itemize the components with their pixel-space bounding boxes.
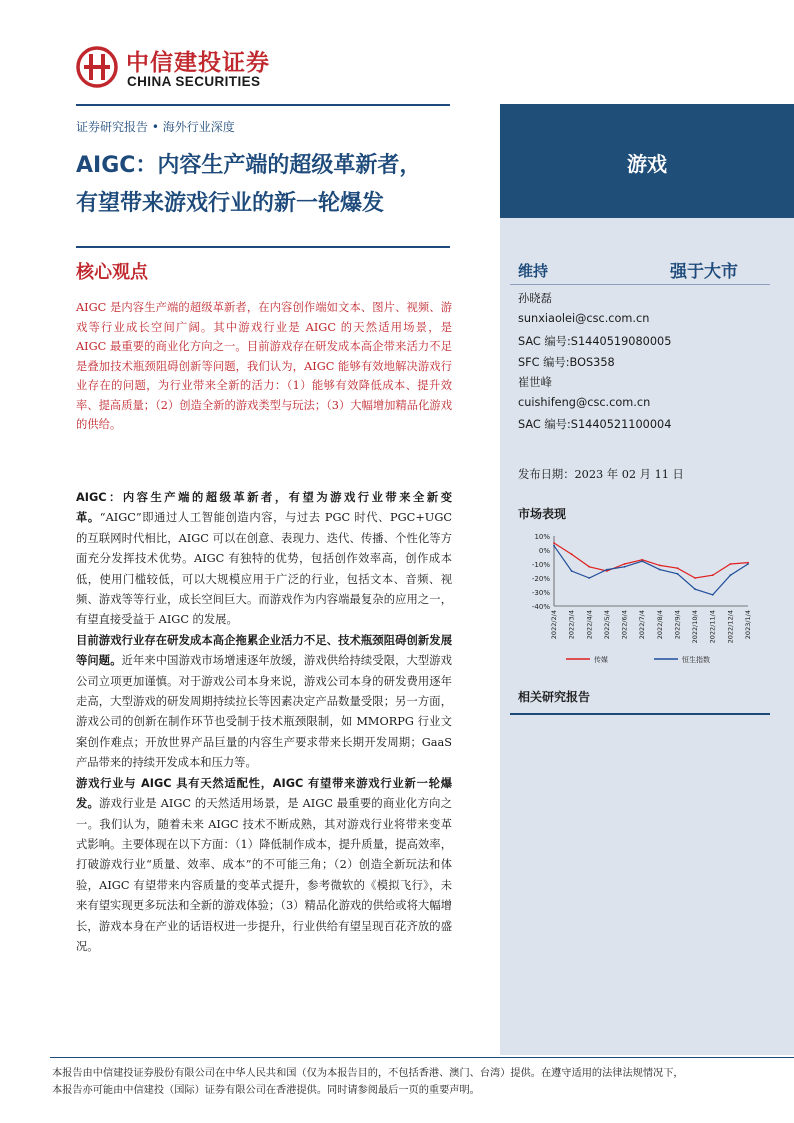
analyst-sac-2: SAC 编号:S1440521100004 — [518, 418, 672, 431]
core-view-heading: 核心观点 — [76, 262, 148, 283]
body-p2-text: 近年来中国游戏市场增速逐年放缓，游戏供给持续受限，大型游戏公司立项更加谨慎。对于游戏公司本身来说，游戏公司本身的研发费用逐年走高，大型游戏的研发周期持续拉长等因素决定产品数量受限；另一方面，游戏公司的创新在制作环节也受制于技术瓶颈限制，如 MMORPG 行业文案创作难点；开放世界产品巨量的内容生产要求带来长期开发周期；GaaS 产品带来的持续开发成本和压力等。 — [76, 654, 452, 770]
header-divider — [76, 104, 450, 106]
series-line-0 — [554, 543, 748, 578]
series-point-1 — [659, 569, 661, 571]
title-divider — [76, 246, 450, 248]
footer-disclaimer-line2: 本报告亦可能由中信建投（国际）证券有限公司在香港提供。同时请参阅最后一页的重要声明。 — [52, 1085, 480, 1096]
footer-divider — [50, 1057, 794, 1058]
series-point-1 — [712, 594, 714, 596]
related-divider — [510, 713, 770, 715]
series-line-1 — [554, 546, 748, 595]
analyst-sfc-1: SFC 编号:BOS358 — [518, 356, 615, 369]
y-tick-label: -10% — [531, 561, 550, 569]
x-tick-label: 2022/6/4 — [620, 610, 629, 640]
publish-date: 发布日期：2023 年 02 月 11 日 — [518, 468, 684, 481]
footer-disclaimer-line1: 本报告由中信建投证券股份有限公司在中华人民共和国（仅为本报告目的，不包括香港、澳门、台湾）提供。在遵守适用的法律法规情况下， — [52, 1068, 684, 1079]
body-paragraph-3 — [76, 774, 452, 958]
series-point-1 — [553, 545, 555, 547]
y-tick-label: 10% — [534, 533, 550, 541]
x-tick-label: 2023/1/4 — [744, 610, 752, 640]
logo-icon — [76, 46, 118, 88]
x-tick-label: 2022/2/4 — [550, 610, 558, 640]
x-tick-label: 2022/3/4 — [567, 610, 576, 640]
logo-text-cn: 中信建投证券 — [126, 50, 270, 76]
series-point-0 — [553, 542, 555, 544]
body-p1-text: “AIGC”即通过人工智能创造内容，与过去 PGC 时代、PGC+UGC 的互联网时代相比，AIGC 可以在创意、表现力、迭代、传播、个性化等方面充分发挥技术优势。AIGC 有独特的优势，包括创作效率高，创作成本低，使用门槛较低，可以大规模应用于广泛的行业，包括文本、音频、视频、游戏等等行业，成长空间巨大。而游戏作为内容端最复杂的应用之一，有望直接受益于 AIGC 的发展。 — [76, 511, 452, 627]
rating-action: 维持 — [518, 262, 549, 280]
body-p3-text: 游戏行业是 AIGC 的天然适用场景，是 AIGC 最重要的商业化方向之一。我们认为，随着未来 AIGC 技术不断成熟，其对游戏行业将带来变革式影响。主要体现在以下方面：（1）降低制作成本，提升质量，提高效率，打破游戏行业“质量、效率、成本”的不可能三角；（2）创造全新玩法和体验，AIGC 有望带来内容质量的变革式提升，参考微软的《模拟飞行》，未来有望实现更多玩法和全新的游戏体验；（3）精品化游戏的供给或将大幅增长，游戏本身在产业的话语权进一步提升，行业供给有望呈现百花齐放的盛况。 — [76, 797, 452, 953]
report-title-line1: AIGC：内容生产端的超级革新者， — [76, 153, 422, 178]
y-tick-label: -30% — [531, 589, 550, 597]
series-point-1 — [606, 569, 608, 571]
series-point-1 — [729, 574, 731, 576]
series-point-0 — [712, 574, 714, 576]
series-point-0 — [694, 577, 696, 579]
logo-text-en: CHINA SECURITIES — [127, 74, 261, 89]
body-p3-bold: 游戏行业与 AIGC 具有天然适配性，AIGC 有望带来游戏行业新一轮爆发。 — [76, 776, 452, 811]
x-tick-label: 2022/7/4 — [638, 610, 647, 640]
body-paragraph-1 — [76, 488, 452, 631]
y-tick-label: -20% — [531, 575, 550, 583]
x-tick-label: 2022/9/4 — [673, 610, 682, 640]
x-tick-label: 2022/4/4 — [585, 610, 594, 640]
rating-divider — [510, 284, 770, 285]
x-tick-label: 2022/10/4 — [691, 610, 700, 644]
x-tick-label: 2022/5/4 — [602, 610, 611, 640]
report-category: 证券研究报告 • 海外行业深度 — [76, 120, 235, 134]
series-point-1 — [624, 566, 626, 568]
body-p1-bold: AIGC：内容生产端的超级革新者，有望为游戏行业带来全新变革。 — [76, 491, 452, 525]
sector-name: 游戏 — [627, 152, 667, 176]
series-point-0 — [571, 553, 573, 555]
body-p2-bold: 目前游戏行业存在研发成本高企拖累企业活力不足、技术瓶颈阻碍创新发展等问题。 — [76, 633, 452, 668]
series-point-1 — [694, 588, 696, 590]
report-title-line2: 有望带来游戏行业的新一轮爆发 — [76, 191, 385, 216]
series-point-0 — [659, 565, 661, 567]
series-point-0 — [677, 567, 679, 569]
series-point-0 — [729, 563, 731, 565]
rating-value: 强于大市 — [670, 262, 738, 282]
x-tick-label: 2022/11/4 — [708, 610, 717, 644]
x-tick-label: 2022/12/4 — [726, 610, 735, 644]
analyst-email-1: sunxiaolei@csc.com.cn — [518, 312, 650, 325]
series-point-1 — [571, 570, 573, 572]
series-point-1 — [747, 563, 749, 565]
x-tick-label: 2022/8/4 — [655, 610, 664, 640]
series-point-1 — [588, 577, 590, 579]
analyst-sac-1: SAC 编号:S1440519080005 — [518, 335, 672, 348]
core-view-text: AIGC 是内容生产端的超级革新者，在内容创作端如文本、图片、视频、游戏等行业成长空间广阔。其中游戏行业是 AIGC 的天然适用场景，是 AIGC 最重要的商业化方向之一。目前游戏存在研发成本高企带来活力不足是叠加技术瓶颈阻碍创新等问题，我们认为，AIGC 能够有效地解决游戏行业存在的问题，为行业带来全新的活力：（1）能够有效降低成本、提升效率、提高质量；（2）创造全新的游戏类型与玩法；（3）大幅增加精品化游戏的供给。 — [76, 301, 452, 431]
market-performance-label: 市场表现 — [518, 507, 567, 521]
legend-label: 传媒 — [594, 656, 608, 664]
legend-label: 恒生指数 — [682, 656, 710, 664]
series-point-0 — [624, 563, 626, 565]
y-tick-label: -40% — [531, 603, 550, 611]
analyst-name-1: 孙晓磊 — [518, 292, 552, 305]
y-tick-label: 0% — [538, 547, 550, 555]
series-point-1 — [641, 560, 643, 562]
related-reports-label: 相关研究报告 — [518, 690, 591, 704]
analyst-name-2: 崔世峰 — [518, 376, 552, 389]
series-point-1 — [677, 573, 679, 575]
analyst-email-2: cuishifeng@csc.com.cn — [518, 396, 651, 409]
report-body — [76, 488, 452, 957]
body-paragraph-2 — [76, 631, 452, 774]
series-point-0 — [588, 566, 590, 568]
market-chart — [508, 530, 770, 672]
